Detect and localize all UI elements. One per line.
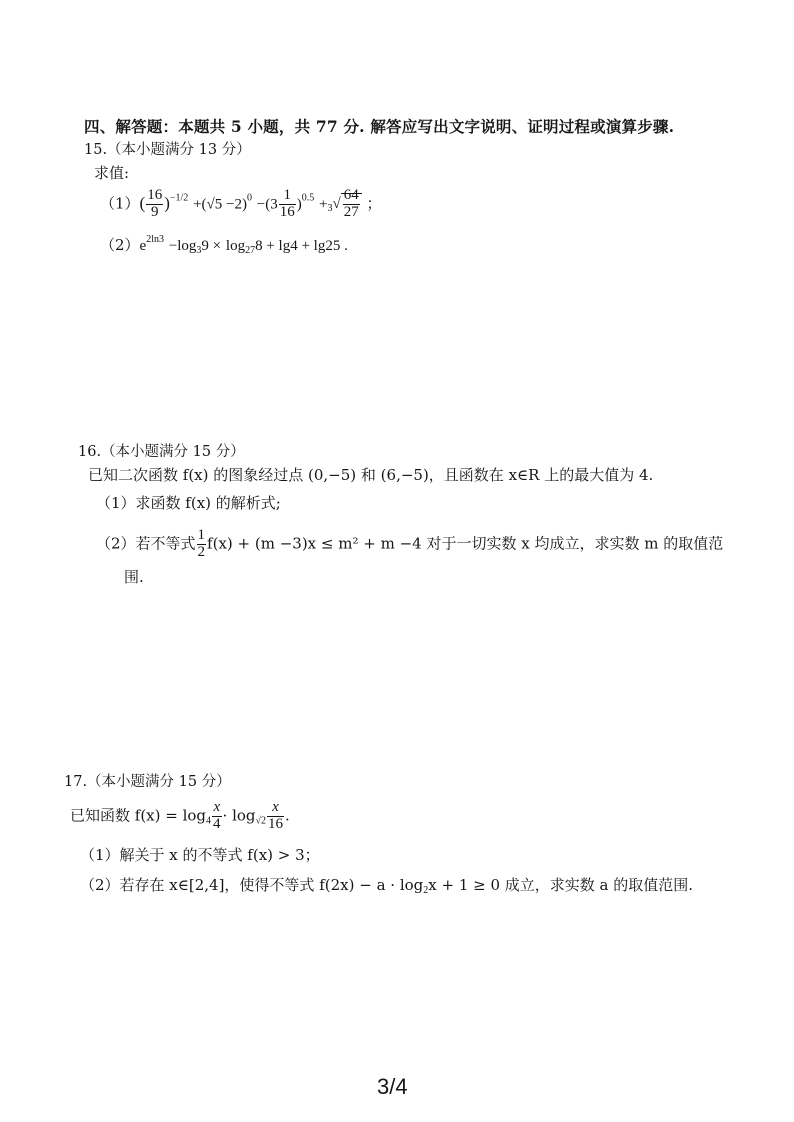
q15-term-c-pre: −(3 [256, 196, 278, 213]
q16-part1: （1）求函数 f(x) 的解析式; [96, 494, 281, 512]
q15-exp-a: −1/2 [169, 192, 189, 204]
q17-frac-1-num: x [213, 799, 221, 815]
q17-stem-end: . [285, 806, 290, 825]
q17-stem-pre: 已知函数 f(x) = log [70, 806, 207, 825]
q15-frac-c-num: 1 [279, 188, 296, 205]
q17-frac-2-num: x [267, 800, 284, 817]
cube-root-symbol: $_3$√ [327, 196, 341, 215]
q15-term-c-post: ) [296, 196, 302, 213]
q15-log2-arg: 8 + lg4 + lg25 . [255, 238, 348, 254]
q17-part2-pre: （2）若存在 x∈[2,4]，使得不等式 f(2x) − a · log [80, 876, 424, 894]
q15-log2-base: 27 [245, 245, 256, 256]
q15-frac-d [343, 188, 360, 221]
q17-part2-post: x + 1 ≥ 0 成立，求实数 a 的取值范围. [428, 876, 694, 894]
page-number: 3/4 [377, 1074, 408, 1099]
q15-part1-end: ； [366, 194, 382, 213]
q15-frac-a-den: 9 [150, 203, 159, 220]
q16-header: 16.（本小题满分 15 分） [78, 444, 245, 460]
q16-part2-text: f(x) + (m −3)x ≤ m² + m −4 对于一切实数 x 均成立，求实数 m 的取值范 [207, 534, 724, 553]
q15-term-d-pre: + [319, 196, 328, 213]
q15-e-exp: 2ln3 [146, 234, 164, 245]
q17-part2 [80, 874, 693, 896]
q17-frac-1 [212, 800, 222, 833]
q15-part2-label: （2） [100, 236, 140, 254]
section-title: 四、解答题：本题共 5 小题，共 77 分. 解答应写出文字说明、证明过程或演算步骤. [84, 117, 675, 136]
q17-frac-1-den: 4 [213, 815, 221, 832]
q16-part2-label: （2）若不等式 [96, 534, 196, 553]
q17-part1: （1）解关于 x 的不等式 f(x) > 3； [80, 846, 320, 864]
q16-part2 [96, 528, 723, 561]
q15-frac-a-num: 16 [147, 187, 163, 203]
q15-frac-c [279, 188, 296, 221]
q16-frac-num: 1 [197, 527, 206, 543]
q17-frac-2-den: 16 [268, 815, 283, 832]
q17-frac-2 [267, 800, 284, 833]
q15-part1: （1）( $\frac{16}{9}$ )$^{-1/2} +(√5 -2)^0 -(3$ $\frac{1}{16}$ )$^{0.5} +_3√$ $\frac{64}{27}$ ； [100, 187, 382, 220]
q16-part2-cont: 围. [124, 568, 144, 586]
q15-exp-c: 0.5 [301, 192, 315, 204]
q15-part2 [100, 234, 348, 256]
q15-part1-label: （1） [100, 194, 140, 213]
q15-frac-c-den: 16 [279, 203, 295, 220]
q15-frac-a [146, 188, 163, 221]
q15-log2: log [225, 238, 246, 254]
q16-frac-half [197, 528, 207, 561]
q15-log1-arg: 9 × [201, 238, 222, 254]
q15-log1-base: 3 [196, 245, 202, 256]
q15-term-b: +(√5 −2) [193, 196, 247, 213]
q16-frac-den: 2 [197, 543, 206, 560]
q15-frac-d-den: 27 [343, 203, 359, 220]
q17-stem [70, 800, 290, 833]
q15-prompt: 求值: [94, 164, 130, 182]
q17-log-base-1: 4 [206, 815, 212, 827]
q15-header: 15.（本小题满分 13 分） [84, 142, 251, 158]
q15-exp-b: 0 [247, 192, 252, 204]
q15-log1: −log [168, 238, 197, 254]
q16-stem: 已知二次函数 f(x) 的图象经过点 (0,−5) 和 (6,−5)，且函数在 x∈R 上的最大值为 4. [88, 466, 654, 484]
q17-part2-log-base: 2 [423, 885, 429, 896]
q17-stem-mid: · log [222, 806, 256, 825]
q17-header: 17.（本小题满分 15 分） [64, 774, 231, 790]
q17-log-base-2: √2 [255, 815, 266, 827]
q15-frac-d-num: 64 [343, 187, 359, 203]
q15-e: e [139, 238, 147, 254]
